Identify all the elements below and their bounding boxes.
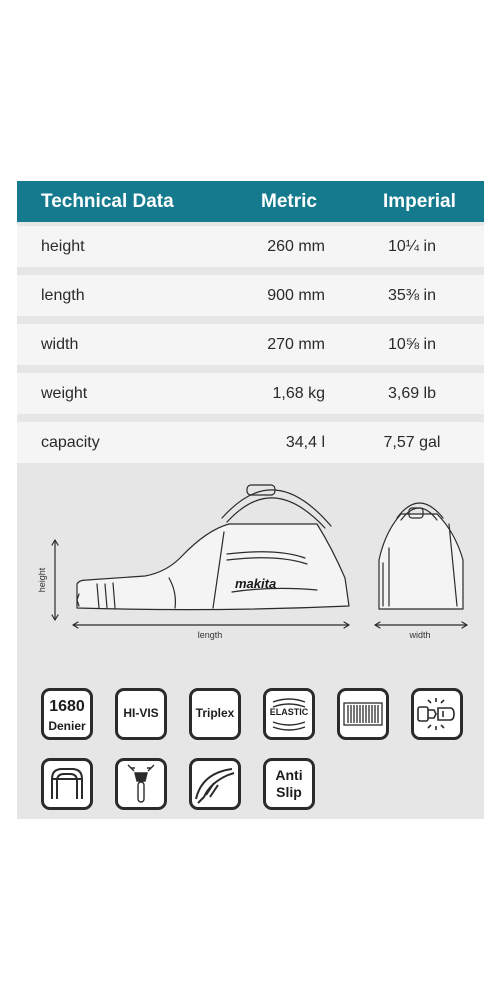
table-row-height: [17, 226, 484, 267]
height-label: height: [37, 567, 47, 593]
shoulder-strap-graphic: [192, 761, 238, 807]
triplex-icon: [189, 688, 241, 740]
spec-sheet: [17, 181, 484, 819]
row-metric-value: 1,68 kg: [272, 385, 325, 402]
length-label: length: [197, 630, 223, 640]
slip-text: Slip: [276, 784, 302, 800]
shoulder-strap-icon: [189, 758, 241, 810]
row-label: height: [41, 238, 85, 255]
bag-front-view: [379, 503, 463, 609]
product-dimension-diagram: [17, 468, 484, 666]
header-metric: Metric: [261, 191, 317, 212]
bag-side-view: [77, 485, 349, 610]
width-label: width: [409, 630, 431, 640]
row-imperial-value: 3,69 lb: [387, 385, 437, 402]
height-arrow: [52, 540, 58, 620]
row-imperial-value: 10⅝ in: [387, 336, 437, 353]
table-row-capacity: [17, 422, 484, 463]
elastic-icon: [263, 688, 315, 740]
hi-vis-icon: [115, 688, 167, 740]
buckle-icon: [411, 688, 463, 740]
denier-number: 1680: [49, 698, 85, 715]
handle-icon: [41, 758, 93, 810]
row-label: weight: [41, 385, 88, 402]
row-label: length: [41, 287, 85, 304]
row-metric-value: 270 mm: [267, 336, 325, 353]
brand-logo: makita: [235, 576, 277, 591]
webbing-graphic: [340, 691, 386, 737]
buckle-graphic: [414, 691, 460, 737]
header-technical-data: Technical Data: [41, 191, 174, 212]
width-arrow: [375, 622, 467, 628]
table-header: [17, 181, 484, 222]
anti-slip-icon: [263, 758, 315, 810]
triplex-text: Triplex: [195, 706, 235, 720]
row-metric-value: 34,4 l: [285, 434, 325, 451]
zipper-icon: [115, 758, 167, 810]
table-row-length: [17, 275, 484, 316]
hi-vis-text: HI-VIS: [123, 706, 159, 720]
row-label: width: [41, 336, 79, 353]
elastic-text: ELASTIC: [269, 707, 309, 717]
header-imperial: Imperial: [383, 191, 456, 212]
table-row-width: [17, 324, 484, 365]
row-imperial-value: 35⅜ in: [387, 287, 437, 304]
anti-text: Anti: [275, 767, 303, 783]
webbing-icon: [337, 688, 389, 740]
length-arrow: [73, 622, 349, 628]
row-label: capacity: [41, 434, 100, 451]
zipper-graphic: [118, 761, 164, 807]
denier-word: Denier: [48, 719, 86, 733]
row-metric-value: 260 mm: [267, 238, 325, 255]
row-metric-value: 900 mm: [267, 287, 325, 304]
handle-graphic: [44, 761, 90, 807]
denier-icon: [41, 688, 93, 740]
table-row-weight: [17, 373, 484, 414]
row-imperial-value: 10¼ in: [387, 238, 437, 255]
row-imperial-value: 7,57 gal: [383, 434, 441, 451]
